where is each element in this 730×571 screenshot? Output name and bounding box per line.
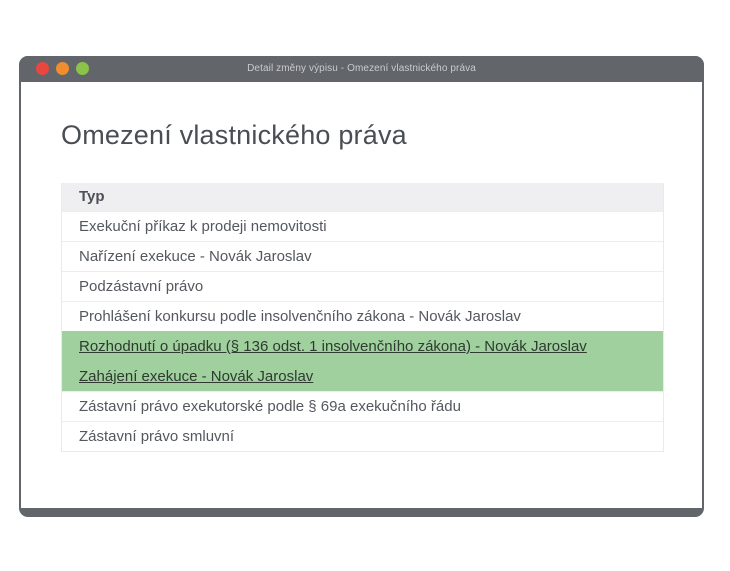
table-row: Prohlášení konkursu podle insolvenčního zákona - Novák Jaroslav: [62, 301, 663, 331]
table-row: Podzástavní právo: [62, 271, 663, 301]
table-header-type: Typ: [62, 183, 663, 211]
table-row-highlighted-link[interactable]: Rozhodnutí o úpadku (§ 136 odst. 1 insolvenčního zákona) - Novák Jaroslav: [62, 331, 663, 361]
window-titlebar: [19, 56, 704, 82]
table-row: Exekuční příkaz k prodeji nemovitosti: [62, 211, 663, 241]
table-row: Nařízení exekuce - Novák Jaroslav: [62, 241, 663, 271]
window-title: Detail změny výpisu - Omezení vlastnického práva: [247, 63, 476, 74]
table-row-highlighted-link[interactable]: Zahájení exekuce - Novák Jaroslav: [62, 361, 663, 391]
restrictions-table: [61, 183, 664, 452]
table-row: Zástavní právo exekutorské podle § 69a exekučního řádu: [62, 391, 663, 421]
table-row: Zástavní právo smluvní: [62, 421, 663, 451]
app-window: [19, 56, 704, 517]
page-title: Omezení vlastnického práva: [61, 120, 407, 150]
window-content: [21, 82, 702, 508]
